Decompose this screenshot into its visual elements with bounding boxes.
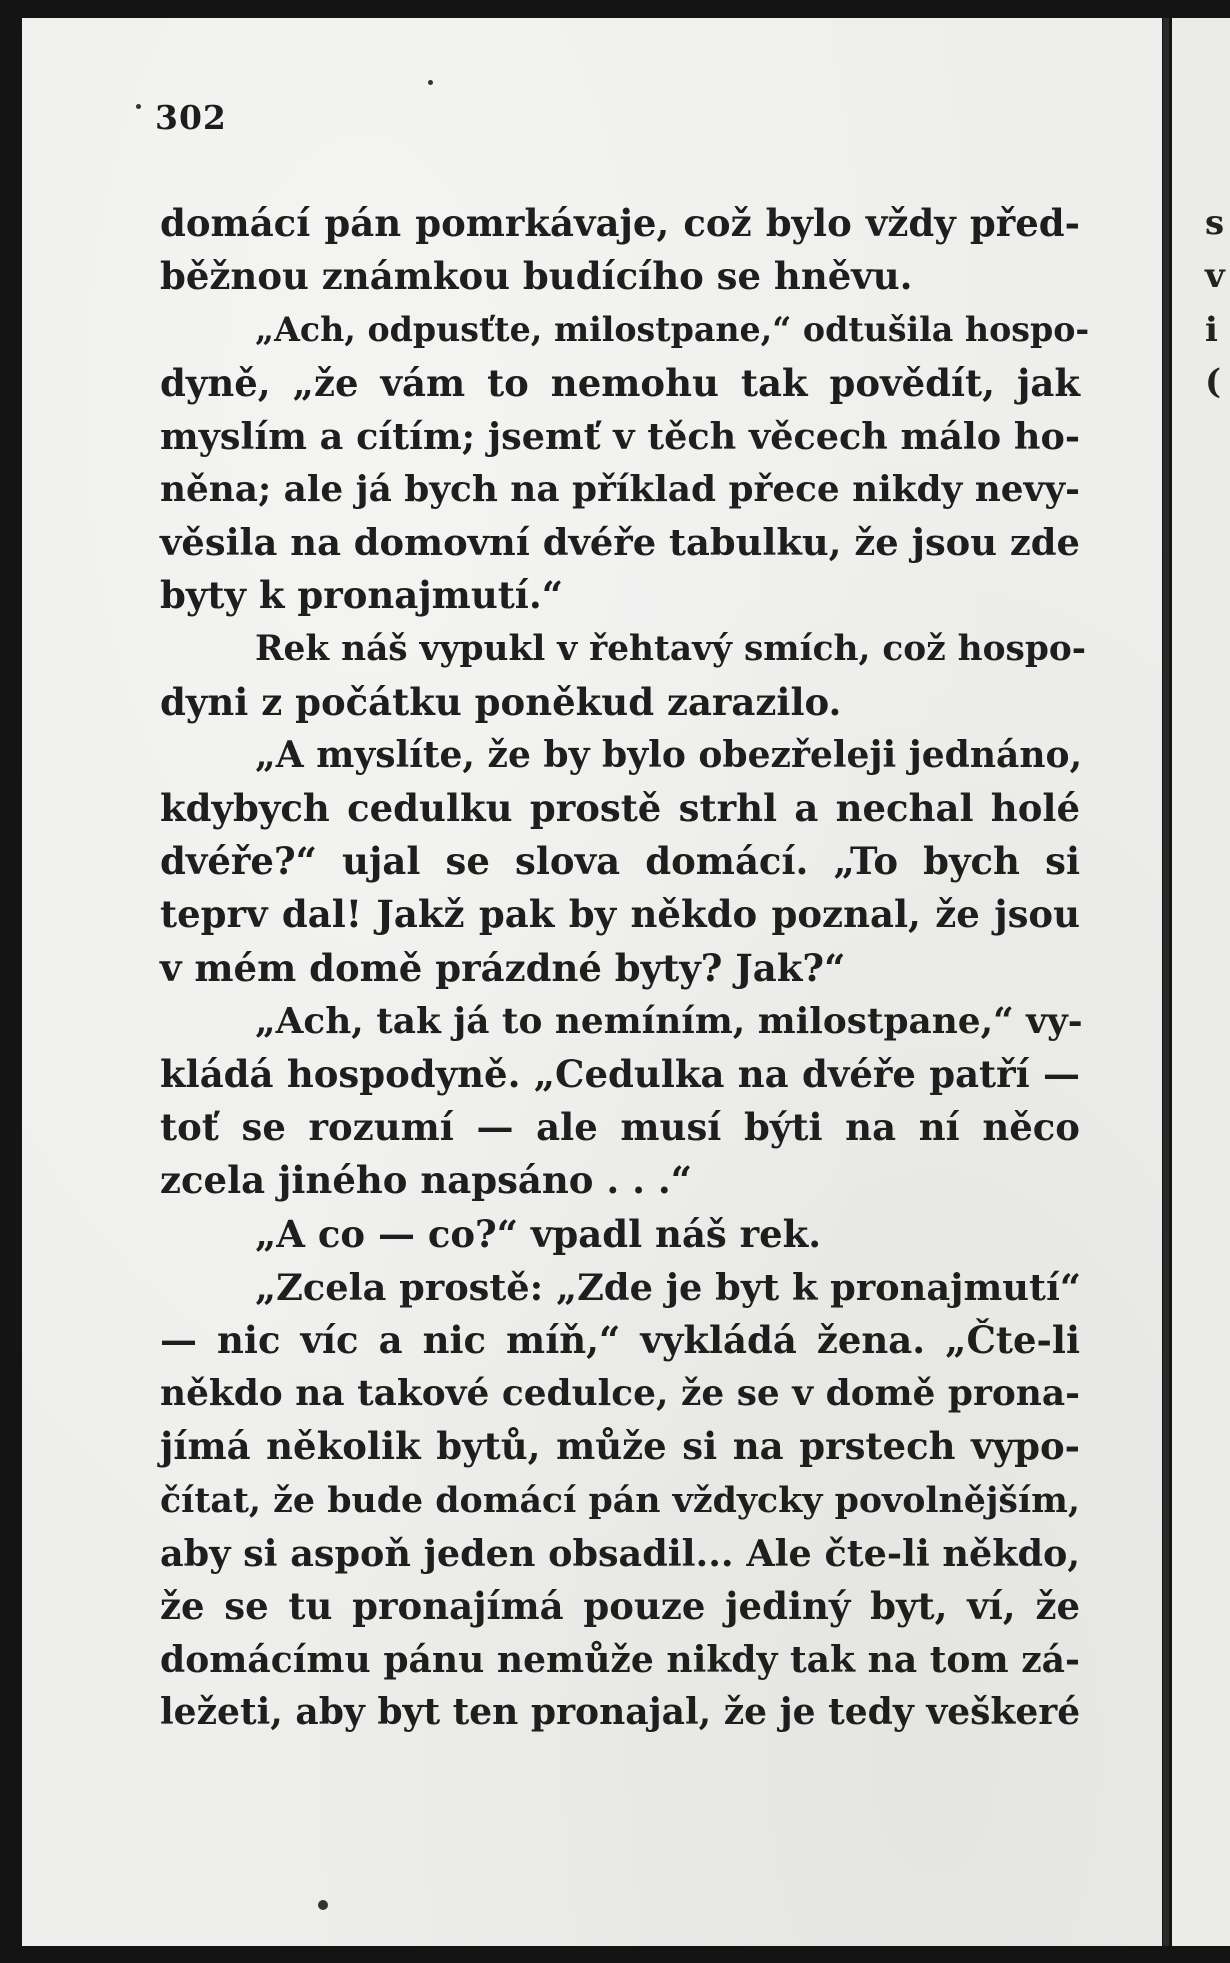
text-line: „Ach, tak já to nemíním, milostpane,“ vy-: [255, 999, 1083, 1042]
text-line: dyni z počátku poněkud zarazilo.: [160, 679, 842, 724]
text-line: „A myslíte, že by bylo obezřeleji jednáno,: [255, 733, 1083, 776]
text-line: zcela jiného napsáno . . .“: [160, 1158, 693, 1203]
text-line: aby si aspoň jeden obsadil... Ale čte-li někdo,: [160, 1531, 1081, 1575]
text-line: byty k pronajmutí.“: [160, 573, 564, 618]
paper-speck: [428, 80, 433, 85]
text-line: domácí pán pomrkávaje, což bylo vždy před-: [160, 201, 1080, 245]
body-text: [160, 197, 1090, 1739]
text-line: jímá několik bytů, může si na prstech vypo-: [160, 1424, 1080, 1469]
text-line: teprv dal! Jakž pak by někdo poznal, že jsou: [160, 892, 1080, 937]
text-line: v mém domě prázdné byty? Jak?“: [160, 945, 846, 990]
page-gutter: [1163, 18, 1169, 1946]
text-line: někdo na takové cedulce, že se v domě prona-: [160, 1372, 1080, 1415]
paper-speck: [318, 1900, 328, 1910]
text-line: „Zcela prostě: „Zde je byt k pronajmutí“: [255, 1265, 1082, 1309]
text-line: kládá hospodyně. „Cedulka na dvéře patří —: [160, 1052, 1080, 1096]
next-page-fragment: i: [1205, 310, 1218, 350]
text-line: něna; ale já bych na příklad přece nikdy nevy-: [160, 467, 1080, 510]
text-line: dvéře?“ ujal se slova domácí. „To bych si: [160, 839, 1080, 884]
text-line: čítat, že bude domácí pán vždycky povolnějším,: [160, 1479, 1080, 1521]
text-line: že se tu pronajímá pouze jediný byt, ví, že: [160, 1583, 1080, 1628]
next-page-fragment: s: [1205, 203, 1225, 243]
text-line: kdybych cedulku prostě strhl a nechal holé: [160, 786, 1080, 831]
text-line: dyně, „že vám to nemohu tak povědít, jak: [160, 360, 1080, 405]
text-line: „A co — co?“ vpadl náš rek.: [255, 1211, 822, 1256]
paper-speck: [136, 104, 141, 109]
next-page-fragment: (: [1205, 362, 1222, 402]
text-line: myslím a cítím; jsemť v těch věcech málo ho-: [160, 414, 1080, 458]
text-line: ležeti, aby byt ten pronajal, že je tedy veškeré: [160, 1691, 1081, 1734]
next-page-edge: [1172, 18, 1230, 1946]
next-page-fragment: v: [1205, 256, 1225, 296]
text-line: věsila na domovní dvéře tabulku, že jsou zde: [160, 520, 1080, 565]
text-line: „Ach, odpusťte, milostpane,“ odtušila hospo-: [255, 310, 1090, 350]
text-line: domácímu pánu nemůže nikdy tak na tom zá-: [160, 1638, 1080, 1682]
text-line: běžnou známkou budícího se hněvu.: [160, 254, 913, 299]
page-number: 302: [155, 98, 227, 137]
text-line: Rek náš vypukl v řehtavý smích, což hospo-: [255, 628, 1086, 669]
text-line: — nic víc a nic míň,“ vykládá žena. „Čte-li: [160, 1317, 1080, 1362]
text-line: toť se rozumí — ale musí býti na ní něco: [160, 1105, 1080, 1150]
